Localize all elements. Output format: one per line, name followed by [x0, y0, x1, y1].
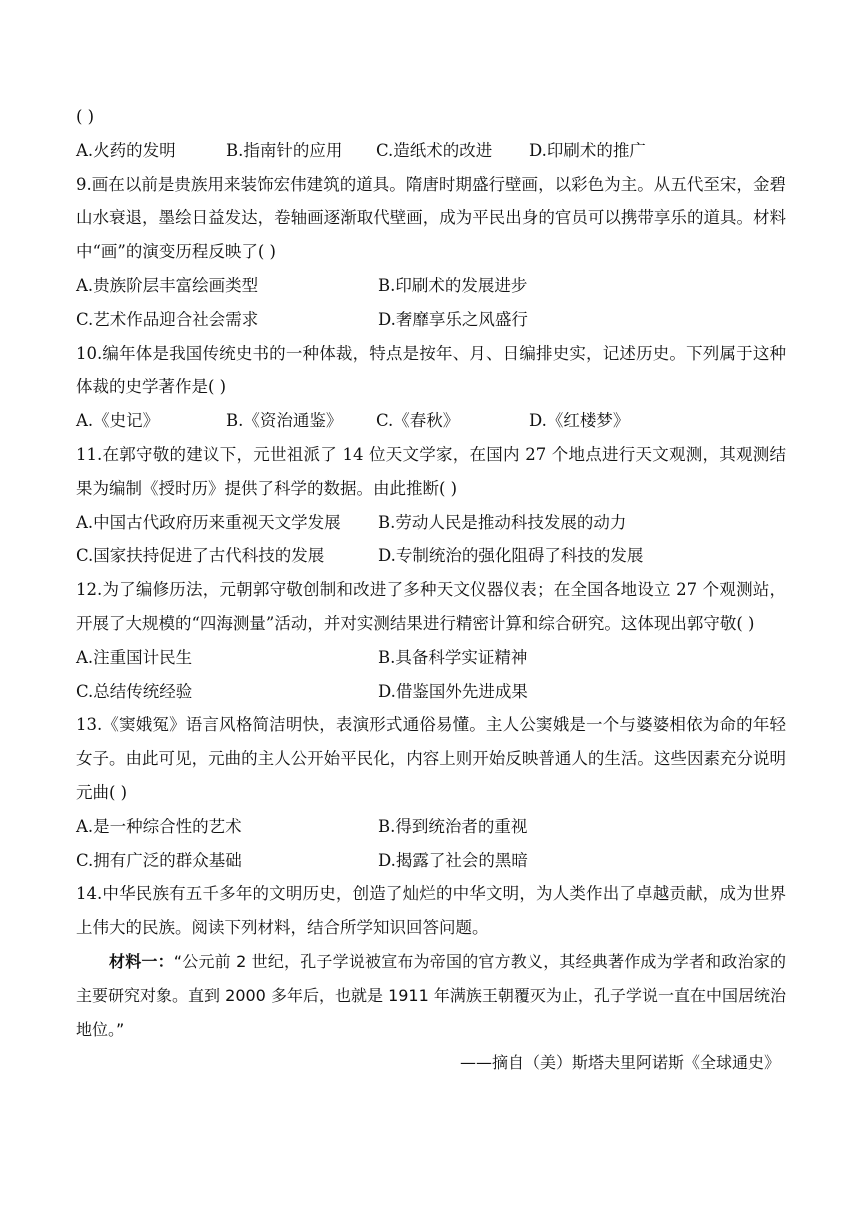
q13-option-d: D.揭露了社会的黑暗	[378, 850, 528, 870]
q11-stem: 11.在郭守敬的建议下，元世祖派了 14 位天文学家，在国内 27 个地点进行天文观测，其观测结果为编制《授时历》提供了科学的数据。由此推断( )	[76, 444, 786, 498]
q12-option-a: A.注重国计民生	[76, 647, 193, 667]
q10-option-b: B.《资治通鉴》	[226, 411, 343, 431]
q12-stem: 12.为了编修历法，元朝郭守敬创制和改进了多种天文仪器仪表；在全国各地设立 27 个观测站，开展了大规模的“四海测量”活动，并对实测结果进行精密计算和综合研究。这体现出郭守敬( )	[76, 580, 786, 633]
q12-options-row1	[76, 641, 786, 675]
q11-option-a: A.中国古代政府历来重视天文学发展	[76, 512, 341, 532]
q9-option-d: D.奢靡享乐之风盛行	[378, 309, 528, 329]
q9-option-c: C.艺术作品迎合社会需求	[76, 309, 259, 329]
q10-option-a: A.《史记》	[76, 411, 160, 431]
q13-option-b: B.得到统治者的重视	[378, 816, 528, 836]
q9-options-row1	[76, 269, 786, 303]
q10-stem: 10.编年体是我国传统史书的一种体裁，特点是按年、月、日编排史实，记述历史。下列属于这种体裁的史学著作是( )	[76, 343, 786, 397]
material-source: ——摘自（美）斯塔夫里阿诺斯《全球通史》	[459, 1053, 780, 1073]
q8-option-a: A.火药的发明	[76, 140, 176, 160]
q8-options	[76, 134, 786, 168]
q13-option-c: C.拥有广泛的群众基础	[76, 850, 242, 870]
q13-options-row1	[76, 810, 786, 844]
q14-stem: 14.中华民族有五千多年的文明历史，创造了灿烂的中华文明，为人类作出了卓越贡献，成为世界上伟大的民族。阅读下列材料，结合所学知识回答问题。	[76, 884, 786, 938]
q13-stem: 13.《窦娥冤》语言风格简洁明快，表演形式通俗易懂。主人公窦娥是一个与婆婆相依为命的年轻女子。由此可见，元曲的主人公开始平民化，内容上则开始反映普通人的生活。这些因素充分说明元曲( )	[76, 715, 786, 802]
q11-options-row1	[76, 506, 786, 540]
q12-option-c: C.总结传统经验	[76, 681, 193, 701]
q10-options	[76, 404, 786, 438]
q8-option-d: D.印刷术的推广	[529, 140, 646, 160]
material-text: “公元前 2 世纪，孔子学说被宣布为帝国的官方教义，其经典著作成为学者和政治家的主要研究对象。直到 2000 多年后，也就是 1911 年满族王朝覆灭为止，孔子学说一直在中国居统治地位。”	[76, 951, 786, 1039]
q10-option-d: D.《红楼梦》	[529, 411, 630, 431]
q13-options-row2	[76, 844, 786, 878]
q10-option-c: C.《春秋》	[376, 411, 460, 431]
q9-option-b: B.印刷术的发展进步	[378, 275, 528, 295]
material-label: 材料一：	[109, 951, 174, 971]
q8-answer-bracket: ( )	[76, 107, 95, 126]
q13-option-a: A.是一种综合性的艺术	[76, 816, 242, 836]
q12-options-row2	[76, 675, 786, 709]
q11-option-d: D.专制统治的强化阻碍了科技的发展	[378, 546, 644, 566]
q11-option-b: B.劳动人民是推动科技发展的动力	[378, 512, 627, 532]
q11-option-c: C.国家扶持促进了古代科技的发展	[76, 546, 325, 566]
q8-option-b: B.指南针的应用	[226, 140, 343, 160]
q8-option-c: C.造纸术的改进	[376, 140, 493, 160]
q9-option-a: A.贵族阶层丰富绘画类型	[76, 275, 259, 295]
q14-material-one	[76, 945, 786, 1046]
q12-option-b: B.具备科学实证精神	[378, 647, 528, 667]
q12-option-d: D.借鉴国外先进成果	[378, 681, 528, 701]
exam-page	[76, 100, 786, 1080]
q9-stem: 9.画在以前是贵族用来装饰宏伟建筑的道具。隋唐时期盛行壁画，以彩色为主。从五代至宋，金碧山水衰退，墨绘日益发达，卷轴画逐渐取代壁画，成为平民出身的官员可以携带享乐的道具。材料中“画”的演变历程反映了( )	[76, 174, 786, 262]
q11-options-row2	[76, 539, 786, 573]
q9-options-row2	[76, 303, 786, 337]
